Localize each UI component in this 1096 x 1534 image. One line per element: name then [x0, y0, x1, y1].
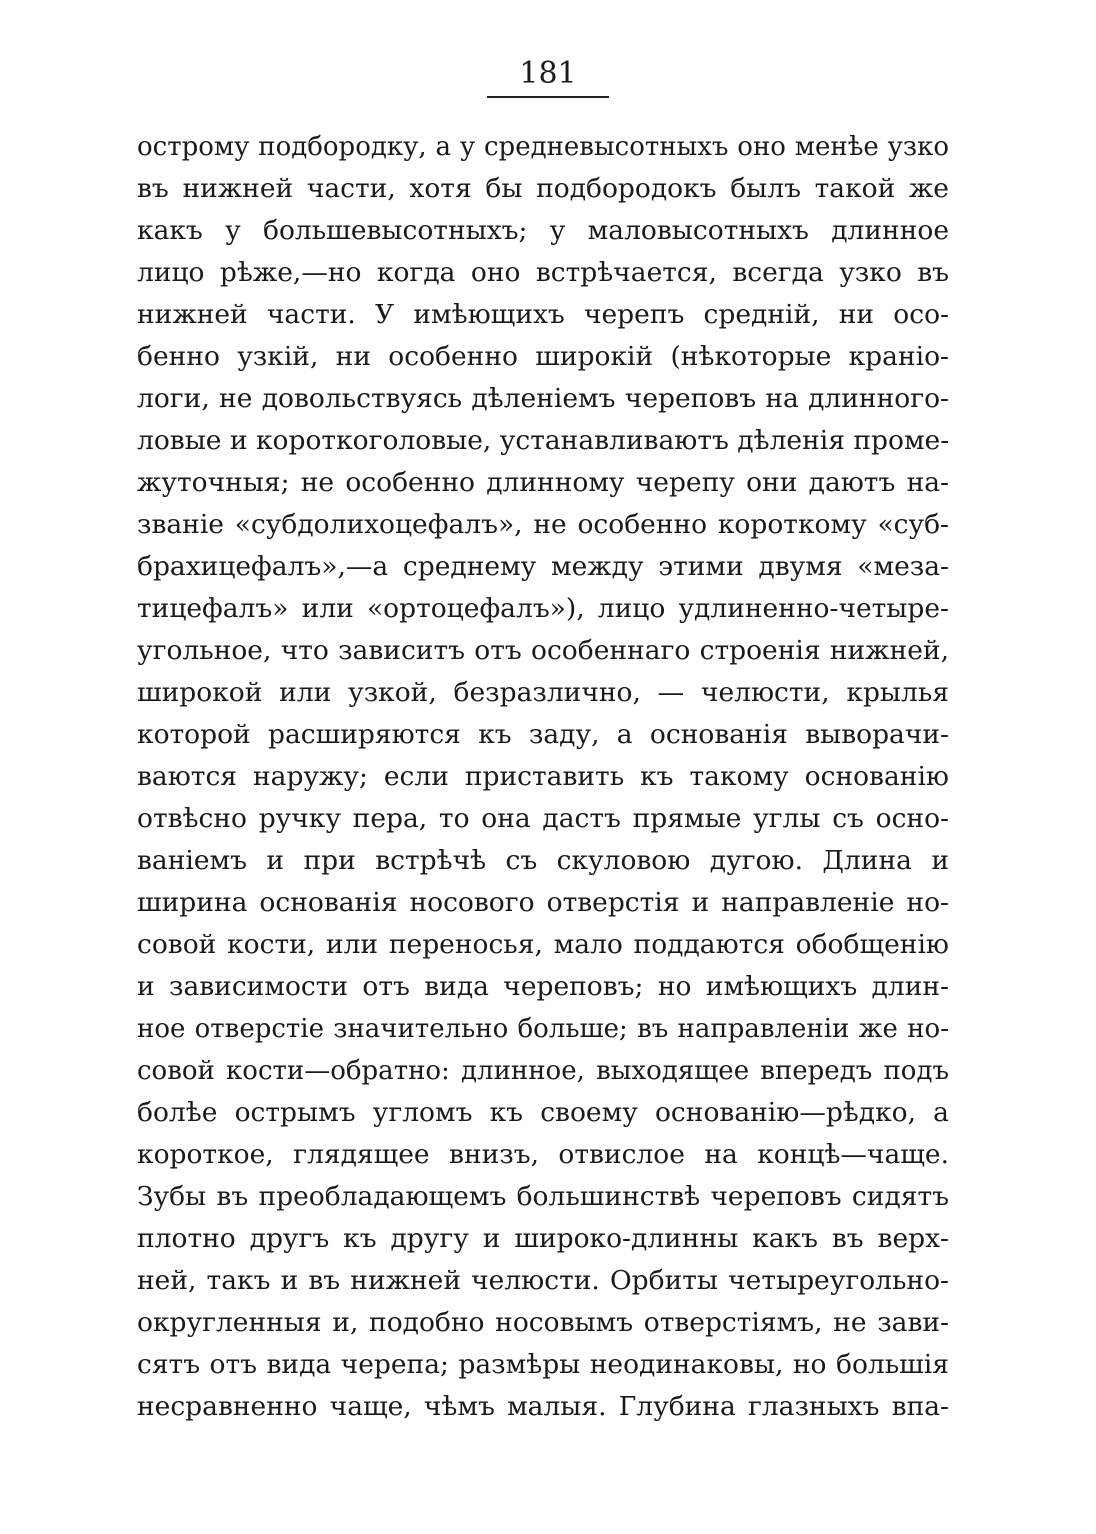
text-line: логи, не довольствуясь дѣленіемъ череповъ на длинного- [137, 383, 949, 414]
text-line: совой кости—обратно: длинное, выходящее впередъ подъ [137, 1056, 949, 1086]
text-line: какъ у большевысотныхъ; у маловысотныхъ длинное [137, 215, 949, 246]
text-line: въ нижней части, хотя бы подбородокъ былъ такой же [137, 173, 949, 204]
text-line: ширина основанія носового отверстія и направленіе но- [137, 887, 949, 918]
text-line: ное отверстіе значительно больше; въ направленіи же но- [137, 1014, 949, 1044]
body-text [137, 126, 949, 1428]
text-line: нижней части. У имѣющихъ черепъ средній, ни осо- [137, 299, 949, 330]
text-line: лицо рѣже,—но когда оно встрѣчается, всегда узко въ [137, 257, 949, 288]
text-line: бенно узкій, ни особенно широкій (нѣкоторые краніо- [137, 341, 949, 372]
text-line: широкой или узкой, безразлично, — челюсти, крылья [137, 677, 949, 708]
text-line: болѣе острымъ угломъ къ своему основанію—рѣдко, а [137, 1097, 949, 1128]
text-line: ловые и короткоголовые, устанавливаютъ дѣленія проме- [137, 425, 949, 456]
text-line: ваются наружу; если приставить къ такому основанію [137, 761, 949, 792]
text-line: сятъ отъ вида черепа; размѣры неодинаковы, но большія [137, 1349, 949, 1380]
text-line: и зависимости отъ вида череповъ; но имѣющихъ длин- [137, 971, 949, 1002]
text-line: плотно другъ къ другу и широко-длинны какъ въ верх- [137, 1223, 949, 1254]
text-line: короткое, глядящее внизъ, отвислое на концѣ—чаще. [137, 1139, 949, 1170]
text-line: тицефалъ» или «ортоцефалъ»), лицо удлиненно-четыре- [137, 593, 949, 624]
text-line: ваніемъ и при встрѣчѣ съ скуловою дугою. Длина и [137, 845, 949, 876]
page-number: 181 [519, 56, 577, 91]
text-line: ней, такъ и въ нижней челюсти. Орбиты четыреугольно- [137, 1265, 949, 1296]
text-line: званіе «субдолихоцефалъ», не особенно короткому «суб- [137, 509, 949, 540]
text-line: несравненно чаще, чѣмъ малыя. Глубина глазныхъ впа- [137, 1391, 949, 1422]
text-line: которой расширяются къ заду, а основанія выворачи- [137, 719, 949, 750]
text-line: угольное, что зависитъ отъ особеннаго строенія нижней, [137, 635, 949, 666]
text-line: Зубы въ преобладающемъ большинствѣ череповъ сидятъ [137, 1181, 949, 1212]
text-line: отвѣсно ручку пера, то она дастъ прямые углы съ осно- [137, 803, 949, 834]
text-line: жуточныя; не особенно длинному черепу они даютъ на- [137, 467, 949, 498]
text-line: совой кости, или переносья, мало поддаются обобщенію [137, 929, 949, 960]
text-line: брахицефалъ»,—а среднему между этими двумя «меза- [137, 551, 949, 582]
page-number-rule [487, 96, 609, 98]
text-line: округленныя и, подобно носовымъ отверстіямъ, не зави- [137, 1307, 949, 1338]
text-line: острому подбородку, а у средневысотныхъ оно менѣе узко [137, 132, 949, 162]
